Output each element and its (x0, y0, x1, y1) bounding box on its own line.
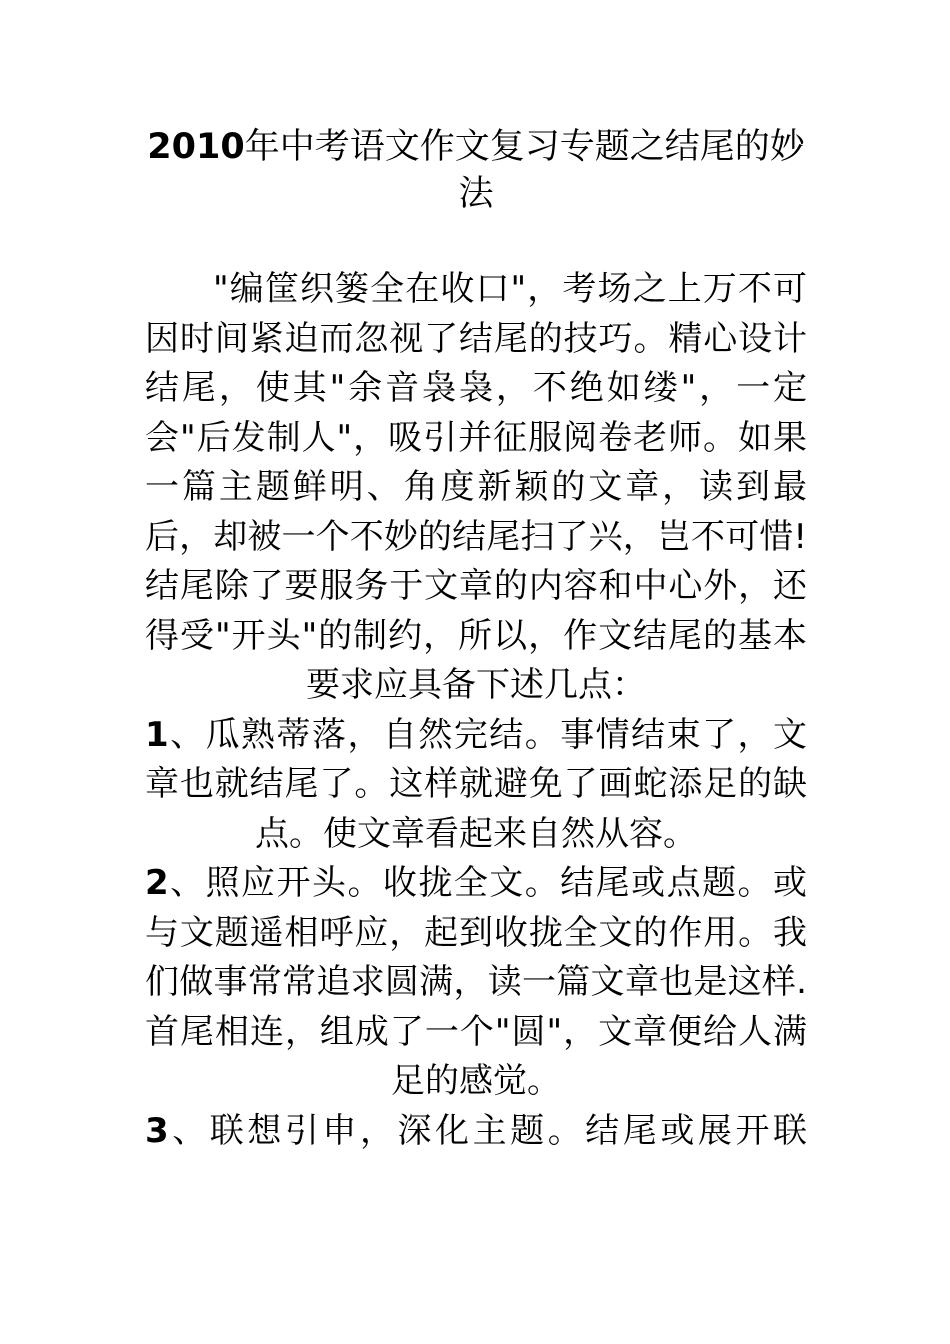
document-title (145, 124, 807, 218)
point-number: 1 (145, 714, 169, 755)
intro-paragraph (145, 265, 807, 711)
title-year: 2010 (147, 127, 245, 167)
point-3 (145, 1107, 807, 1157)
point-number: 2 (145, 863, 169, 903)
point-2 (145, 859, 807, 1107)
document-page (145, 124, 807, 1156)
point-text: 、联想引申，深化主题。结尾或展开联 (168, 1110, 807, 1151)
point-1 (145, 711, 807, 860)
point-text: 、照应开头。收拢全文。结尾或点题。或与文题遥相呼应，起到收拢全文的作用。我们做事常常追求圆满，读一篇文章也是这样. 首尾相连，组成了一个"圆"，文章便给人满足的感觉。 (145, 863, 807, 1101)
title-text: 年中考语文作文复习专题之结尾的妙法 (244, 127, 805, 214)
point-text: 、瓜熟蒂落，自然完结。事情结束了，文章也就结尾了。这样就避免了画蛇添足的缺点。使文章看起来自然从容。 (145, 714, 807, 854)
point-number: 3 (145, 1110, 169, 1151)
intro-text: "编筐织篓全在收口"，考场之上万不可因时间紧迫而忽视了结尾的技巧。精心设计结尾，使其"余音袅袅，不绝如缕"，一定会"后发制人"，吸引并征服阅卷老师。如果一篇主题鲜明、角度新颖的文章，读到最后，却被一个不妙的结尾扫了兴，岂不可惜!结尾除了要服务于文章的内容和中心外，还得受"开头"的制约，所以，作文结尾的基本要求应具备下述几点： (145, 269, 807, 705)
